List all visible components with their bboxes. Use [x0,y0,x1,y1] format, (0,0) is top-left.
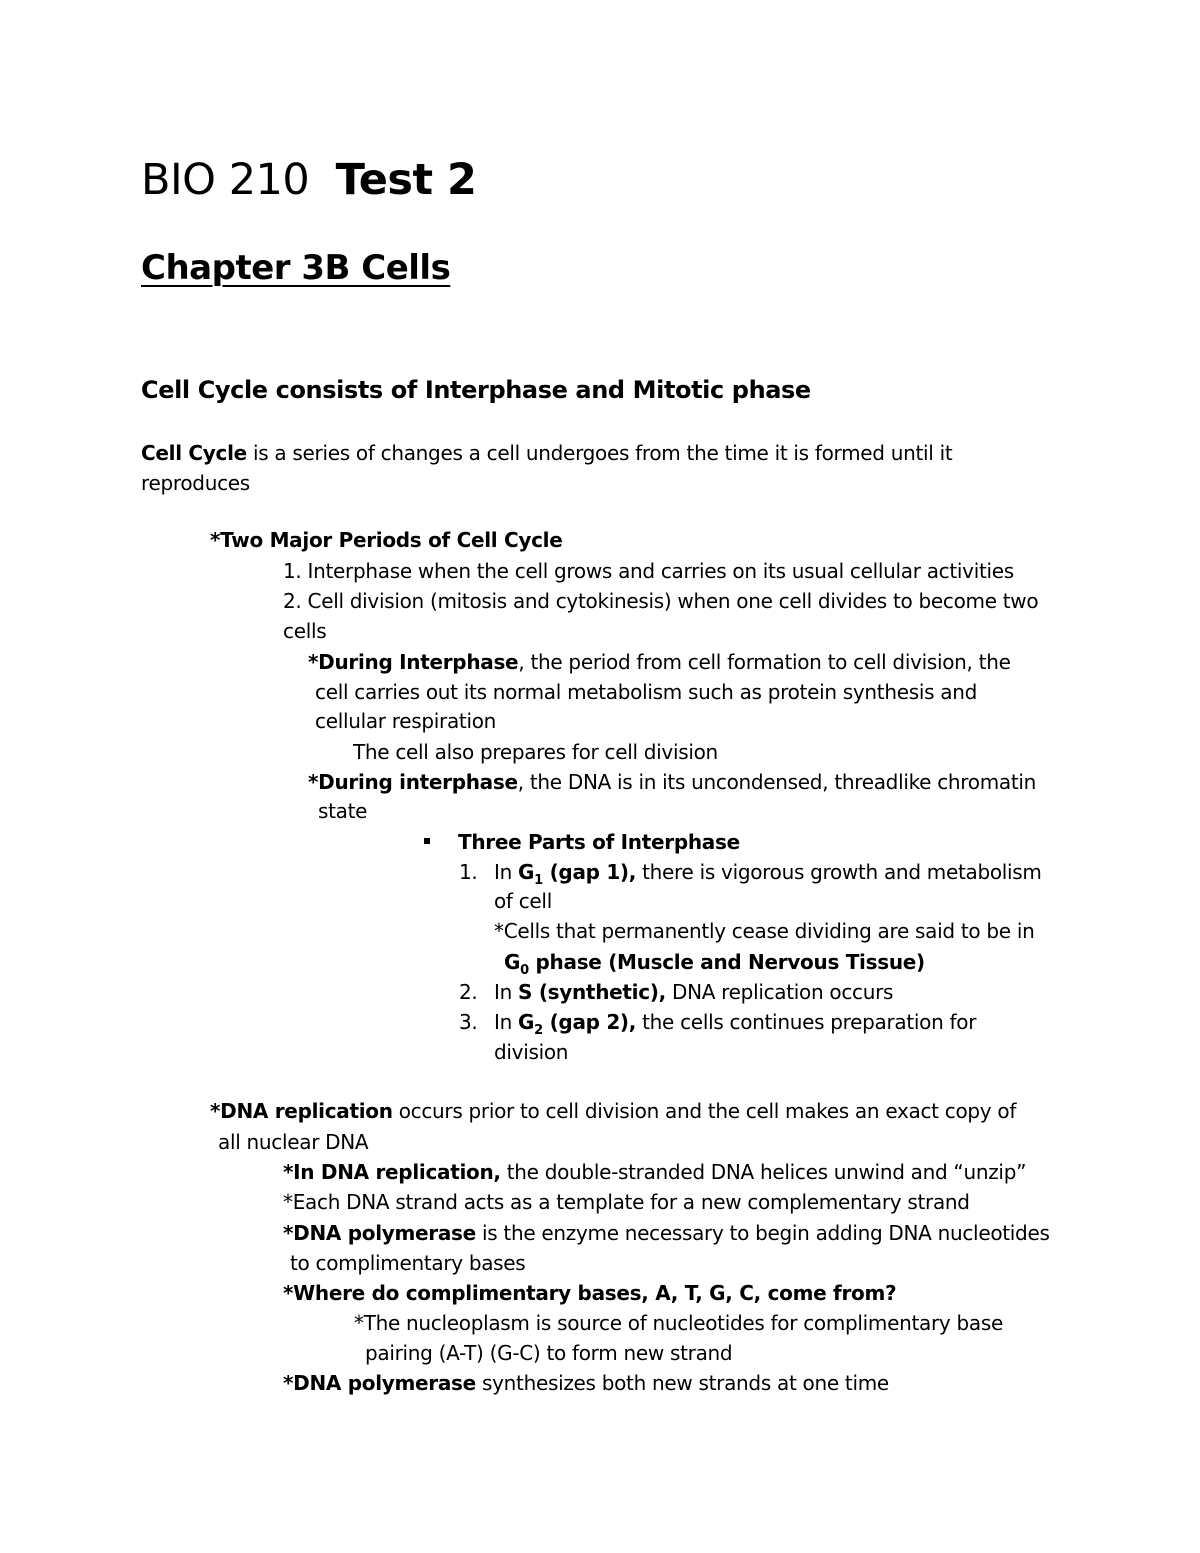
definition-line-2: reproduces [141,471,250,495]
major-period-item-1: 1. Interphase when the cell grows and carries on its usual cellular activities [283,559,1014,583]
definition-term: Cell Cycle [141,441,247,465]
during-interphase-1-line-4: The cell also prepares for cell division [353,740,718,764]
dna-replication-line-1: *DNA replication occurs prior to cell division and the cell makes an exact copy of [210,1099,1017,1123]
chapter-heading: Chapter 3B Cells [141,248,451,288]
major-period-item-2: 2. Cell division (mitosis and cytokinesis) when one cell divides to become two [283,589,1039,613]
dna-replication-line-2: all nuclear DNA [218,1130,369,1154]
nucleoplasm-answer-line-1: *The nucleoplasm is source of nucleotides for complimentary base [354,1311,1003,1335]
during-interphase-1-line-2: cell carries out its normal metabolism such as protein synthesis and [315,680,978,704]
g1-number: 1. [459,860,478,884]
g0-line-1: *Cells that permanently cease dividing are said to be in [494,919,1035,943]
during-interphase-1-line-3: cellular respiration [315,709,497,733]
g1-line-2: of cell [494,889,552,913]
square-bullet-icon [424,838,430,844]
section-heading: Cell Cycle consists of Interphase and Mitotic phase [141,376,811,404]
test-number: Test 2 [335,155,477,205]
g1-line-1: In $G_1$ (gap 1), there is vigorous growth and metabolism [494,860,1042,888]
g2-line-1: In $G_2$ (gap 2), the cells continues preparation for [494,1010,977,1038]
during-interphase-1-line-1: *During Interphase, the period from cell formation to cell division, the [308,650,1011,674]
three-parts-heading: Three Parts of Interphase [458,830,740,854]
complimentary-bases-question: *Where do complimentary bases, A, T, G, C, come from? [283,1281,897,1305]
g0-line-2: $G_0$ phase (Muscle and Nervous Tissue) [504,950,925,978]
dna-polymerase-line-2: to complimentary bases [290,1251,526,1275]
s-line: In S (synthetic), DNA replication occurs [494,980,894,1004]
definition-line-1: Cell Cycle is a series of changes a cell undergoes from the time it is formed until it [141,441,953,465]
page-title [141,150,476,210]
during-interphase-2-line-2: state [318,799,368,823]
nucleoplasm-answer-line-2: pairing (A-T) (G-C) to form new strand [365,1341,733,1365]
major-period-item-2-cont: cells [283,619,327,643]
in-dna-replication-line: *In DNA replication, the double-stranded DNA helices unwind and “unzip” [283,1160,1027,1184]
during-interphase-2-line-1: *During interphase, the DNA is in its uncondensed, threadlike chromatin [308,770,1037,794]
each-strand-line: *Each DNA strand acts as a template for a new complementary strand [283,1190,970,1214]
s-number: 2. [459,980,478,1004]
course-code: BIO 210 [141,155,310,205]
major-periods-heading: *Two Major Periods of Cell Cycle [210,528,563,552]
dna-polymerase-synthesizes-line: *DNA polymerase synthesizes both new strands at one time [283,1371,889,1395]
dna-polymerase-line-1: *DNA polymerase is the enzyme necessary to begin adding DNA nucleotides [283,1221,1050,1245]
g2-line-2: division [494,1040,569,1064]
g2-number: 3. [459,1010,478,1034]
